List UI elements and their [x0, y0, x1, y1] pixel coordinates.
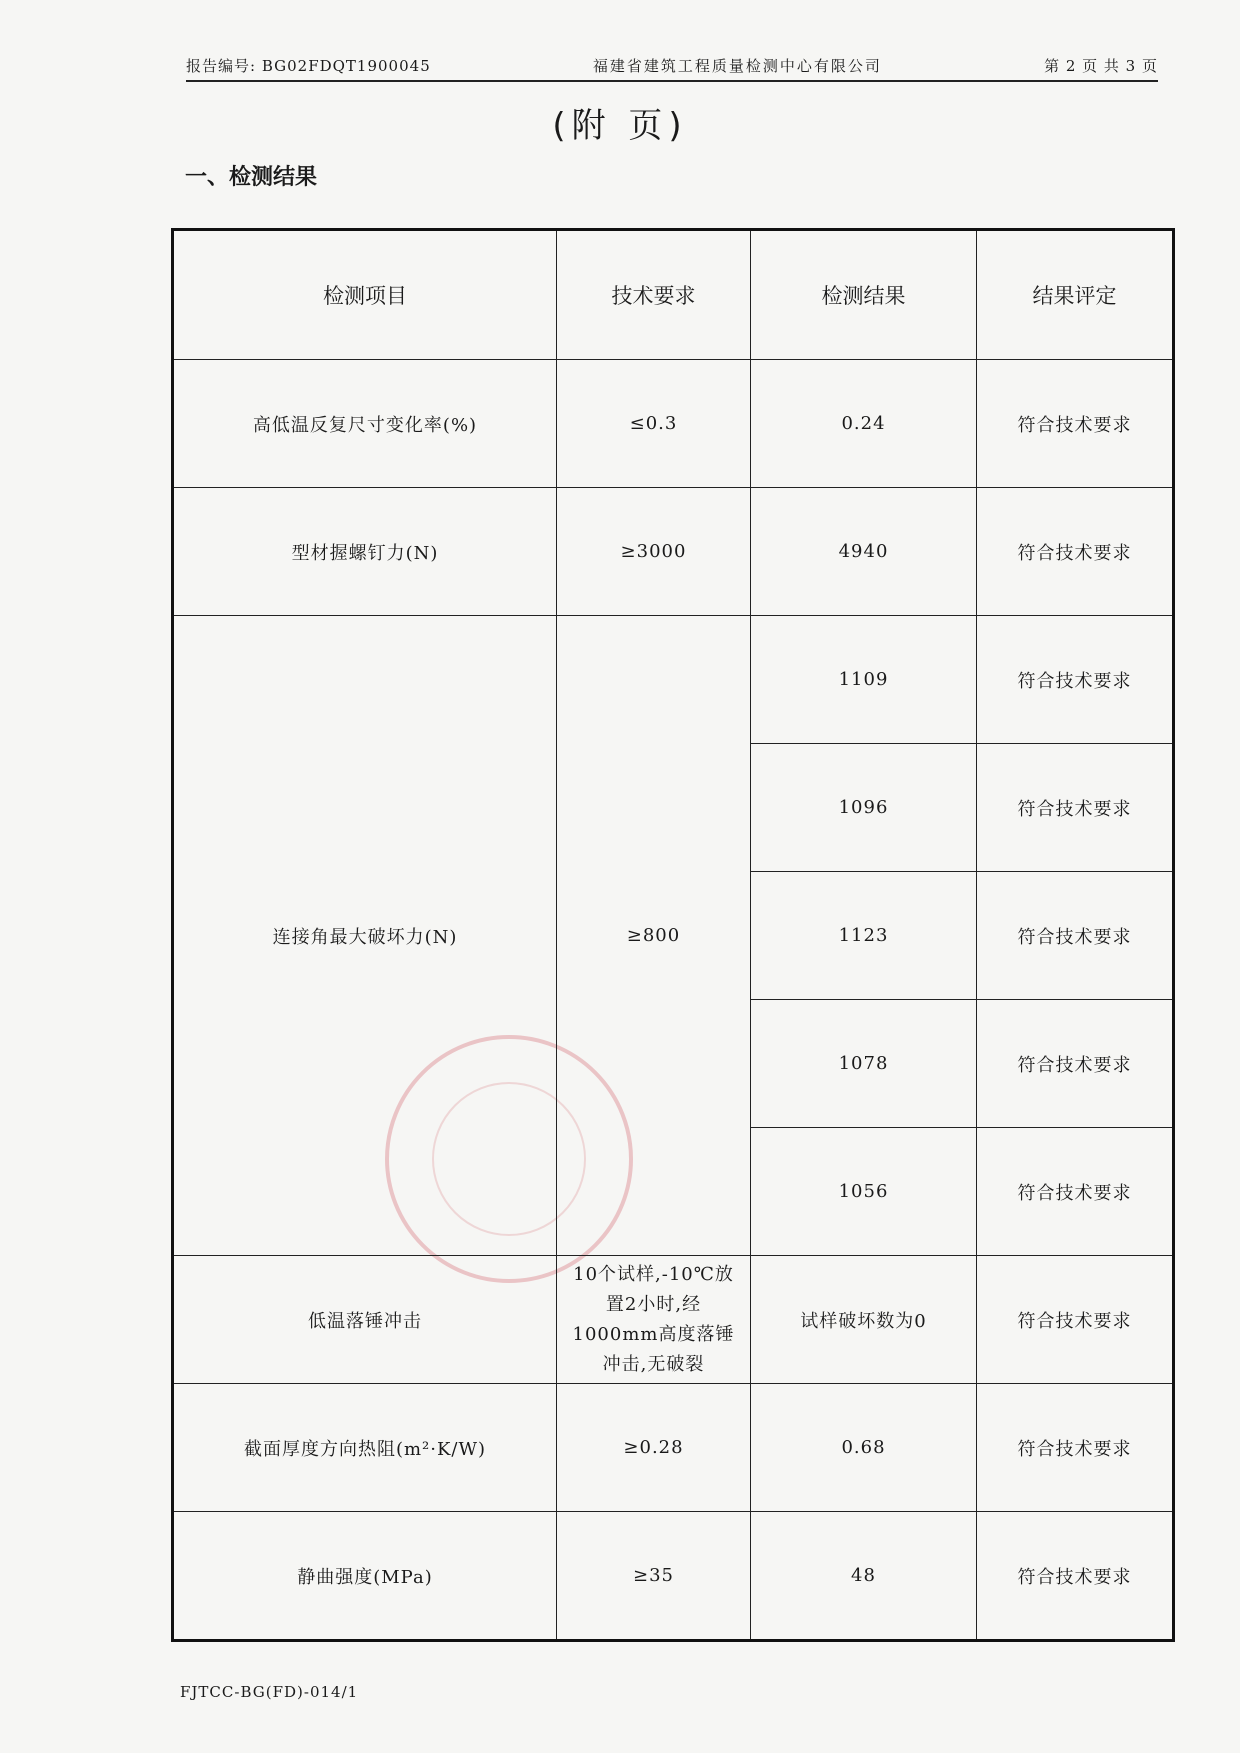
column-header-verdict: 结果评定	[977, 230, 1174, 360]
test-item: 高低温反复尺寸变化率(%)	[173, 360, 557, 488]
column-header-item: 检测项目	[173, 230, 557, 360]
column-header-requirement: 技术要求	[557, 230, 751, 360]
requirement: ≥35	[557, 1512, 751, 1641]
result: 1109	[751, 616, 977, 744]
verdict: 符合技术要求	[977, 1256, 1174, 1384]
verdict: 符合技术要求	[977, 744, 1174, 872]
table-row	[173, 1384, 1174, 1512]
report-header	[186, 55, 1158, 82]
result: 0.24	[751, 360, 977, 488]
test-item: 连接角最大破坏力(N)	[173, 616, 557, 1256]
result: 1056	[751, 1128, 977, 1256]
result: 4940	[751, 488, 977, 616]
table-row	[173, 1256, 1174, 1384]
verdict: 符合技术要求	[977, 872, 1174, 1000]
verdict: 符合技术要求	[977, 360, 1174, 488]
result: 0.68	[751, 1384, 977, 1512]
form-code: FJTCC-BG(FD)-014/1	[180, 1683, 359, 1701]
table-row	[173, 360, 1174, 488]
result: 1123	[751, 872, 977, 1000]
report-number: 报告编号: BG02FDQT1900045	[186, 57, 431, 75]
verdict: 符合技术要求	[977, 1384, 1174, 1512]
table-header-row	[173, 230, 1174, 360]
result: 48	[751, 1512, 977, 1641]
table-row	[173, 616, 1174, 744]
requirement: ≤0.3	[557, 360, 751, 488]
result: 试样破坏数为0	[751, 1256, 977, 1384]
verdict: 符合技术要求	[977, 1128, 1174, 1256]
test-item: 型材握螺钉力(N)	[173, 488, 557, 616]
requirement: 10个试样,-10℃放置2小时,经1000mm高度落锤冲击,无破裂	[557, 1256, 751, 1384]
verdict: 符合技术要求	[977, 488, 1174, 616]
table-row	[173, 488, 1174, 616]
verdict: 符合技术要求	[977, 1512, 1174, 1641]
requirement: ≥800	[557, 616, 751, 1256]
verdict: 符合技术要求	[977, 616, 1174, 744]
test-item: 静曲强度(MPa)	[173, 1512, 557, 1641]
test-item: 截面厚度方向热阻(m²·K/W)	[173, 1384, 557, 1512]
result: 1078	[751, 1000, 977, 1128]
results-table	[171, 228, 1175, 1642]
requirement: ≥3000	[557, 488, 751, 616]
page-indicator: 第 2 页 共 3 页	[1044, 57, 1158, 75]
result: 1096	[751, 744, 977, 872]
page-title: (附 页)	[552, 106, 688, 146]
requirement: ≥0.28	[557, 1384, 751, 1512]
table-row	[173, 1512, 1174, 1641]
column-header-result: 检测结果	[751, 230, 977, 360]
verdict: 符合技术要求	[977, 1000, 1174, 1128]
organization-name: 福建省建筑工程质量检测中心有限公司	[592, 57, 882, 75]
section-title: 一、检测结果	[185, 165, 318, 190]
test-item: 低温落锤冲击	[173, 1256, 557, 1384]
